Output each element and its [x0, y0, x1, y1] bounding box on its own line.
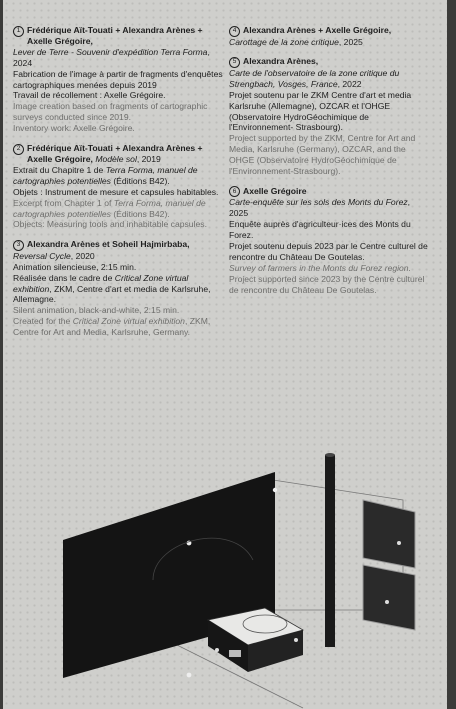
- entry-description-fr: Animation silencieuse, 2:15 min.: [13, 261, 137, 272]
- entry-description-fr: Fabrication de l'image à partir de fragments d'enquêtes cartographiques menées depuis 2019: [13, 68, 223, 90]
- entry-year: , 2024: [13, 46, 210, 68]
- left-column: [13, 25, 225, 347]
- entry-text-en: Excerpt from Chapter 1 of: [13, 197, 114, 208]
- entry-year: , 2020: [70, 250, 95, 261]
- entry-title: Modèle sol: [95, 153, 137, 164]
- entry-year: , 2025: [338, 36, 363, 47]
- entry-authors: Frédérique Aït-Touati + Alexandra Arènes + Axelle Grégoire,: [27, 143, 203, 164]
- column-top: [325, 453, 335, 457]
- core-sample-column: [325, 455, 335, 647]
- wall-frame-top: [363, 500, 415, 568]
- entry-year: , 2025: [229, 197, 411, 219]
- entry-number: 3: [13, 240, 24, 251]
- entry-context-fr-end: , ZKM, Centre d'art et media de Karlsruhe, Allemagne.: [13, 283, 211, 305]
- frame-point-marker: [397, 541, 401, 545]
- entry-title: Carottage de la zone critique: [229, 36, 339, 47]
- entry-book-title-en: Terra Forma, manuel de cartographies potentielles: [13, 197, 206, 219]
- entry-text-en-end: (Éditions B42).: [110, 208, 170, 219]
- entry-context-fr: Réalisée dans le cadre de: [13, 272, 115, 283]
- entry-context-en: Created for the: [13, 316, 73, 327]
- entry-title: Carte-enquête sur les sols des Monts du Forez: [229, 197, 408, 208]
- entry-authors: Alexandra Arènes,: [243, 56, 319, 67]
- entry-credit-en: Inventory work: Axelle Grégoire.: [13, 123, 135, 134]
- frame-point-marker-lower: [385, 600, 389, 604]
- entry-objects-en: Objects: Measuring tools and inhabitable capsules.: [13, 219, 207, 230]
- table-label-plate: [229, 650, 241, 657]
- entry-authors: Alexandra Arènes + Axelle Grégoire,: [243, 25, 392, 35]
- room-installation-illustration: [3, 440, 447, 709]
- entry-3: [13, 239, 225, 338]
- table-point-marker-right: [294, 638, 298, 642]
- entry-book-title-fr: Terra Forma, manuel de cartographies potentielles: [13, 164, 198, 186]
- entry-number: 4: [229, 26, 240, 37]
- table-point-marker: [215, 648, 219, 652]
- wall-frame-bottom: [363, 565, 415, 630]
- entry-description-fr: Projet soutenu par le ZKM Centre d'art et media Karlsruhe (Allemagne), OZCAR et l'OHGE (Observatoire HydroGéochimique de l'Environnement- Strasbourg).: [229, 89, 412, 133]
- entry-5: [229, 56, 429, 177]
- exhibition-label-card: [3, 0, 447, 709]
- entry-year: , 2022: [337, 78, 362, 89]
- corner-point-marker: [273, 488, 277, 492]
- entry-description-fr: Enquête auprès d'agriculteur·ices des Monts du Forez.: [229, 219, 411, 241]
- entry-title: Lever de Terre - Souvenir d'expédition Terra Forma: [13, 46, 208, 57]
- entry-authors: Alexandra Arènes et Soheil Hajmirbaba,: [27, 239, 190, 250]
- entry-number: 5: [229, 57, 240, 68]
- entry-context-en-end: , ZKM, Centre for Art and Media, Karlsruhe, Germany.: [13, 316, 211, 338]
- entry-support-en: Project supported since 2023 by the Centre culturel de rencontre du Château De Goutelas.: [229, 273, 425, 295]
- floor-point-marker: [187, 673, 192, 678]
- entry-number: 6: [229, 186, 240, 197]
- entry-survey-en: Survey of farmers in the Monts du Forez region.: [229, 262, 411, 273]
- entry-4: [229, 25, 429, 47]
- entry-1: [13, 25, 225, 134]
- entry-exhibition-en: Critical Zone virtual exhibition: [72, 316, 185, 327]
- entry-exhibition-fr: Critical Zone virtual exhibition: [13, 272, 189, 294]
- entry-text-fr: Extrait du Chapitre 1 de: [13, 164, 106, 175]
- entry-authors: Frédérique Aït-Touati + Alexandra Arènes + Axelle Grégoire,: [27, 25, 203, 46]
- entry-description-en: Project supported by the ZKM, Centre for Art and Media, Karlsruhe (Germany), OZCAR, and the OHGE (Observatoire HydroGéochimique de l'Environnement-Strasbourg).: [229, 133, 416, 177]
- entry-number: 1: [13, 26, 24, 37]
- entry-text-fr-end: (Éditions B42).: [110, 175, 170, 186]
- right-column: [229, 25, 429, 305]
- entry-6: [229, 186, 429, 296]
- entry-number: 2: [13, 144, 24, 155]
- entry-objects-fr: Objets : Instrument de mesure et capsules habitables.: [13, 186, 219, 197]
- entry-support-fr: Projet soutenu depuis 2023 par le Centre culturel de rencontre du Château De Goutelas.: [229, 241, 428, 262]
- entry-credit-fr: Travail de récollement : Axelle Grégoire.: [13, 90, 166, 101]
- entry-title: Carte de l'observatoire de la zone critique du Strengbach, Vosges, France: [229, 67, 400, 89]
- entry-authors: Axelle Grégoire: [243, 185, 307, 196]
- entry-year: , 2019: [136, 153, 161, 164]
- entry-2: [13, 143, 225, 230]
- entry-description-en: Silent animation, black-and-white, 2:15 min.: [13, 305, 180, 316]
- entry-description-en: Image creation based on fragments of cartographic surveys conducted since 2019.: [13, 101, 208, 123]
- entry-title: Reversal Cycle: [13, 250, 71, 261]
